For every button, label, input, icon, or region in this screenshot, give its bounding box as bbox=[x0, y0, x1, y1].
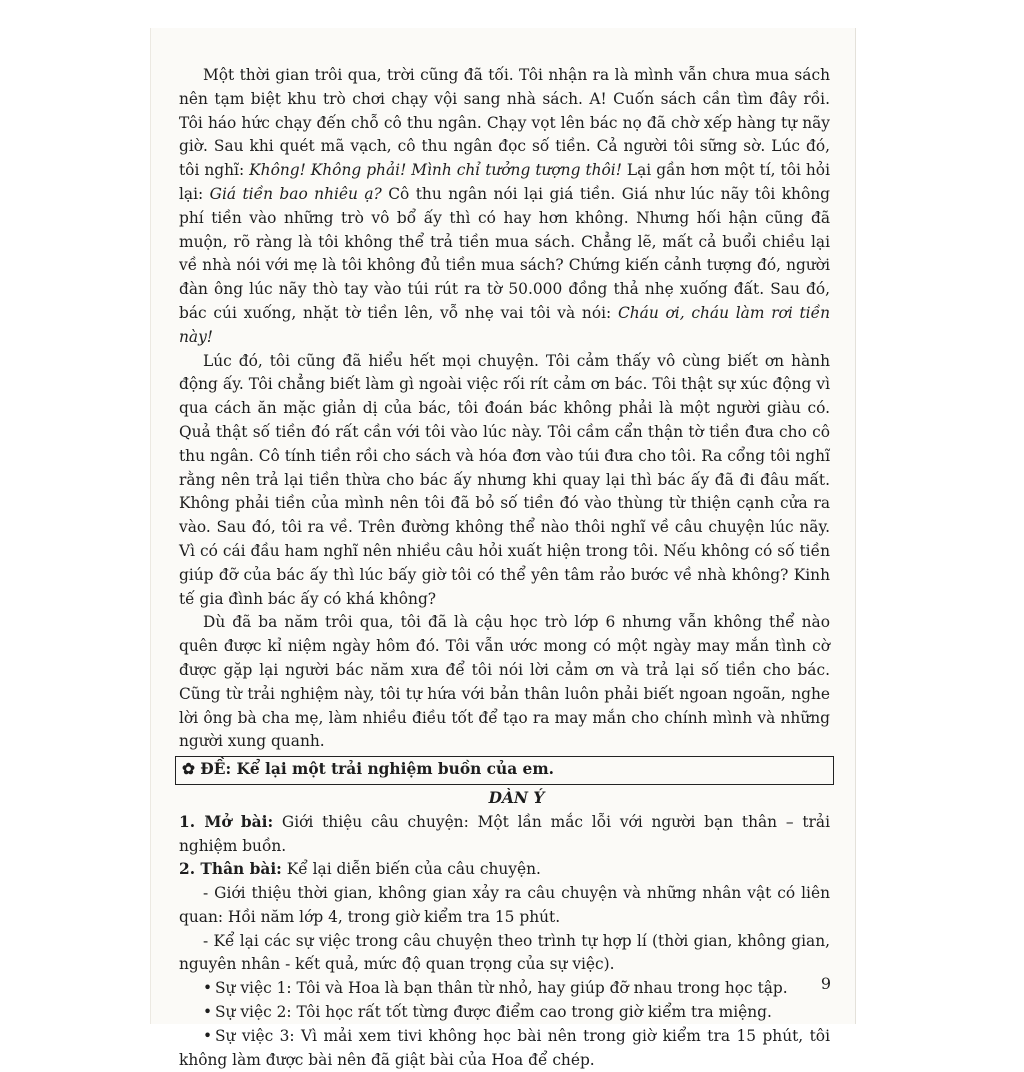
list-item: • Sự việc 1: Tôi và Hoa là bạn thân từ nhỏ, hay giúp đỡ nhau trong học tập. bbox=[179, 977, 830, 1001]
spoken-line: Cháu ơi, cháu làm rơi tiền này! bbox=[179, 303, 830, 346]
bullet-icon: • bbox=[203, 1026, 213, 1045]
spoken-question: Giá tiền bao nhiêu ạ? bbox=[209, 184, 382, 203]
outline-sub-1: - Giới thiệu thời gian, không gian xảy ra câu chuyện và những nhân vật có liên quan: Hồi năm lớp 4, trong giờ kiểm tra 15 phút. bbox=[179, 884, 830, 926]
topic-label: ĐỀ: bbox=[200, 760, 232, 779]
topic-box bbox=[175, 756, 834, 785]
story-paragraph-1: Một thời gian trôi qua, trời cũng đã tối. Tôi nhận ra là mình vẫn chưa mua sách nên tạm biệt khu trò chơi chạy vội sang nhà sách. A! Cuốn sách cần tìm đây rồi. Tôi háo hức chạy đến chỗ cô thu ngân. Chạy vọt lên bác nọ đã chờ xếp hàng tự nãy giờ. Sau khi quét mã vạch, cô thu ngân đọc số tiền. Cả người tôi sững sờ. Lúc đó, tôi nghĩ: Không! Không phải! Mình chỉ tưởng tượng thôi! Lại gần hơn một tí, tôi hỏi lại: Giá tiền bao nhiêu ạ? Cô thu ngân nói lại giá tiền. Giá như lúc nãy tôi không phí tiền vào những trò vô bổ ấy thì có hay hơn không. Nhưng hối hận cũng đã muộn, rõ ràng là tôi không thể trả tiền mua sách. Chẳng lẽ, mất cả buổi chiều lại về nhà nói với mẹ là tôi không đủ tiền mua sách? Chứng kiến cảnh tượng đó, người đàn ông lúc nãy thò tay vào túi rút ra tờ 50.000 đồng thả nhẹ xuống đất. Sau đó, bác cúi xuống, nhặt tờ tiền lên, vỗ nhẹ vai tôi và nói: Cháu ơi, cháu làm rơi tiền này! bbox=[179, 66, 831, 346]
outline-item-body: 2. Thân bài: Kể lại diễn biến của câu chuyện. bbox=[179, 860, 541, 879]
flower-icon: ✿ bbox=[182, 760, 195, 779]
bullet-icon: • bbox=[203, 1003, 213, 1022]
outline-item-intro: 1. Mở bài: Giới thiệu câu chuyện: Một lần mắc lỗi với người bạn thân – trải nghiệm buồn. bbox=[179, 812, 830, 855]
topic-text: Kể lại một trải nghiệm buồn của em. bbox=[236, 760, 554, 779]
page-number: 9 bbox=[820, 974, 831, 993]
outline-sub-2: - Kể lại các sự việc trong câu chuyện theo trình tự hợp lí (thời gian, không gian, nguyên nhân - kết quả, mức độ quan trọng của sự việc). bbox=[179, 931, 830, 974]
story-paragraph-2: Lúc đó, tôi cũng đã hiểu hết mọi chuyện. Tôi cảm thấy vô cùng biết ơn hành động ấy. Tôi chẳng biết làm gì ngoài việc rối rít cảm ơn bác. Tôi thật sự xúc động vì qua cách ăn mặc giản dị của bác, tôi đoán bác không phải là một người giàu có. Quả thật số tiền đó rất cần với tôi vào lúc này. Tôi cầm cẩn thận tờ tiền đưa cho cô thu ngân. Cô tính tiền rồi cho sách và hóa đơn vào túi đưa cho tôi. Ra cổng tôi nghĩ rằng nên trả lại tiền thừa cho bác ấy nhưng khi quay lại thì bác ấy đã đi đâu mất. Không phải tiền của mình nên tôi đã bỏ số tiền đó vào thùng từ thiện cạnh cửa ra vào. Sau đó, tôi ra về. Trên đường không thể nào thôi nghĩ về câu chuyện lúc nãy. Vì có cái đầu ham nghĩ nên nhiều câu hỏi xuất hiện trong tôi. Nếu không có số tiền giúp đỡ của bác ấy thì lúc bấy giờ tôi có thể yên tâm rảo bước về nhà không? Kinh tế gia đình bác ấy có khá không? bbox=[179, 351, 830, 608]
page-content bbox=[179, 64, 830, 1072]
bullet-icon: • bbox=[203, 979, 213, 998]
story-paragraph-3: Dù đã ba năm trôi qua, tôi đã là cậu học trò lớp 6 nhưng vẫn không thể nào quên được kỉ niệm ngày hôm đó. Tôi vẫn ước mong có một ngày may mắn tình cờ được gặp lại người bác năm xưa để tôi nói lời cảm ơn và trả lại số tiền cho bác. Cũng từ trải nghiệm này, tôi tự hứa với bản thân luôn phải biết ngoan ngoãn, nghe lời ông bà cha mẹ, làm nhiều điều tốt để tạo ra may mắn cho chính mình và những người xung quanh. bbox=[179, 613, 830, 751]
outline-title: DÀN Ý bbox=[488, 788, 545, 807]
list-item: • Sự việc 2: Tôi học rất tốt từng được điểm cao trong giờ kiểm tra miệng. bbox=[179, 1001, 830, 1025]
book-page bbox=[150, 28, 856, 1069]
list-item: • Sự việc 3: Vì mải xem tivi không học bài nên trong giờ kiểm tra 15 phút, tôi không làm được bài nên đã giật bài của Hoa để chép. bbox=[179, 1026, 830, 1069]
inner-thought: Không! Không phải! Mình chỉ tưởng tượng thôi! bbox=[249, 161, 622, 180]
